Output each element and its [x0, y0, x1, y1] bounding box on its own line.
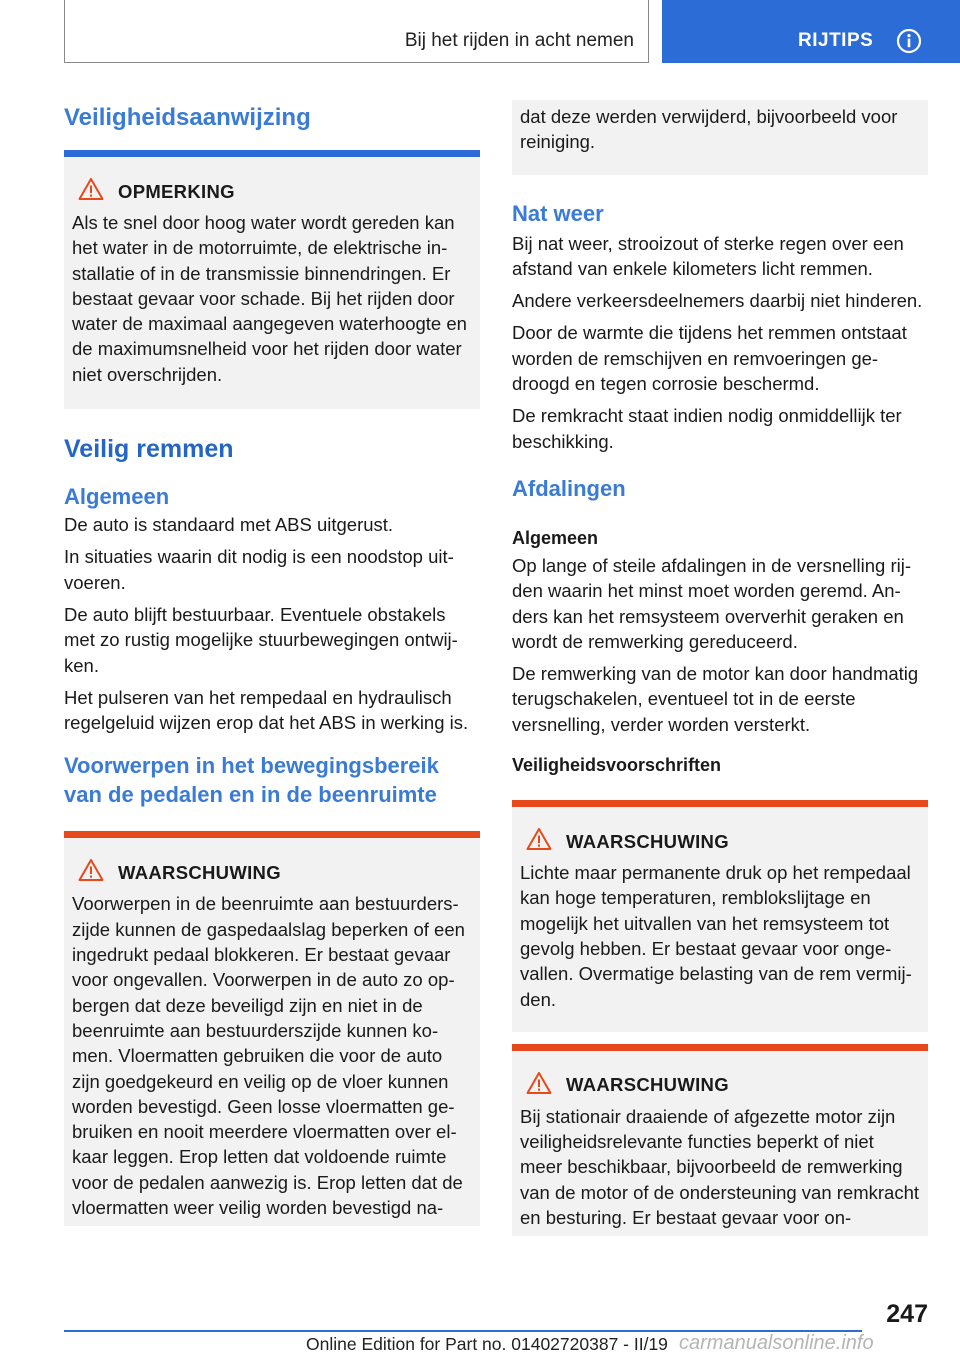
descents-general-title: Algemeen — [512, 527, 599, 548]
info-circle-icon — [896, 28, 922, 59]
warning-label: WAARSCHUWING — [566, 1074, 729, 1096]
footer-edition: Online Edition for Part no. 01402720387 - II/19 — [306, 1334, 668, 1354]
header-tab-label: RIJTIPS — [798, 30, 874, 51]
warning-rule — [512, 1044, 928, 1051]
note-label: OPMERKING — [118, 180, 235, 202]
warning-header — [526, 1071, 920, 1100]
paragraph: Door de warmte die tijdens het remmen ontstaat worden de remschijven en remvoeringen gedroogd en tegen corrosie beschermd. — [512, 322, 907, 395]
paragraph: De remkracht staat indien nodig onmiddellijk ter beschikking. — [512, 405, 902, 452]
warning-rule — [64, 831, 480, 838]
paragraph: Het pulseren van het rempedaal en hydraulisch regelgeluid wijzen erop dat het ABS in werking is. — [64, 686, 469, 734]
warning-continuation-box — [512, 100, 928, 175]
warning-rule — [512, 800, 928, 807]
header-section-box — [64, 0, 649, 63]
paragraph: Bij nat weer, strooizout of sterke regen over een afstand van enkele kilometers licht remmen. — [512, 232, 904, 279]
section-title-brake: Veilig remmen — [64, 435, 234, 464]
note-rule — [64, 150, 480, 157]
warning-label: WAARSCHUWING — [566, 830, 729, 852]
subsection-title-descents: Afdalingen — [512, 475, 626, 501]
page-number: 247 — [886, 1300, 928, 1328]
header-section-title: Bij het rijden in acht nemen — [404, 30, 634, 51]
subsection-title-general: Algemeen — [64, 484, 170, 510]
paragraph: Op lange of steile afdalingen in de versnelling rijden waarin het minst moet worden geremd. Anders kan het remsysteem oververhit geraken en wordt de remwerking gereduceerd. — [512, 554, 912, 652]
warning-header — [78, 858, 472, 887]
subsection-title-wet: Nat weer — [512, 200, 604, 226]
warning-continuation-text: dat deze werden verwijderd, bijvoorbeeld voor reiniging. — [520, 106, 898, 153]
section-title-safety: Veiligheidsaanwijzing — [64, 104, 311, 131]
right-column — [512, 100, 928, 1236]
warning-text: Bij stationair draaiende of afgezette motor zijn veiligheidsrelevante functies beperkt of niet meer beschikbaar, bijvoorbeeld de remwerking van de motor of de ondersteuning van remkracht en besturing. Er bestaat gevaar voor on- — [520, 1105, 920, 1229]
header-tab-rijtips[interactable] — [662, 0, 960, 63]
warning-triangle-icon — [526, 827, 552, 856]
paragraph: De auto is standaard met ABS uitgerust. — [64, 514, 394, 536]
regulations-title: Veiligheidsvoorschriften — [512, 755, 722, 776]
warning-box — [512, 807, 928, 1032]
note-box — [64, 157, 480, 409]
warning-text: Voorwerpen in de beenruimte aan bestuurderszijde kunnen de gaspedaalslag beperken of een ingedrukt pedaal blokkeren. Er bestaat gevaar voor ongevallen. Voorwerpen in de auto zo opbergen dat deze beveiligd zijn en niet in de beenruimte aan bestuurderszijde kunnen komen. Vloermatten gebruiken die voor de auto zijn goedgekeurd en veilig op de vloer kunnen worden bevestigd. Geen losse vloermatten gebruiken en nooit meerdere vloermatten over elkaar leggen. Erop letten dat voldoende ruimte voor de pedalen aanwezig is. Erop letten dat de vloermatten weer veilig worden bevestigd na- — [72, 893, 465, 1219]
warning-triangle-icon — [526, 1071, 552, 1100]
left-column — [64, 100, 480, 1226]
note-header — [78, 177, 472, 206]
warning-text: Lichte maar permanente druk op het rempedaal kan hoge temperaturen, remblokslijtage en mogelijk het uitvallen van het remsysteem tot gevolg hebben. Er bestaat gevaar voor ongevallen. Overmatige belasting van de rem vermijden. — [520, 862, 912, 1010]
warning-triangle-icon — [78, 858, 104, 887]
paragraph: Andere verkeersdeelnemers daarbij niet hinderen. — [512, 290, 923, 312]
caution-triangle-icon — [78, 177, 104, 206]
paragraph: De auto blijft bestuurbaar. Eventuele obstakels met zo rustig mogelijke stuurbewegingen ontwijken. — [64, 603, 458, 676]
warning-header — [526, 827, 920, 856]
warning-box — [64, 838, 480, 1226]
paragraph: De remwerking van de motor kan door handmatig terugschakelen, eventueel tot in de eerste versnelling, verder worden versterkt. — [512, 663, 919, 735]
warning-box — [512, 1051, 928, 1236]
warning-label: WAARSCHUWING — [118, 861, 281, 883]
watermark: carmanualsonline.info — [679, 1332, 874, 1354]
paragraph: In situaties waarin dit nodig is een noodstop uitvoeren. — [64, 546, 454, 593]
note-text: Als te snel door hoog water wordt gereden kan het water in de motorruimte, de elektrische installatie of in de transmissie binnendringen. Er bestaat gevaar voor schade. Bij het rijden door water de maximaal aangegeven waterhoogte en de maximumsnelheid voor het rijden door water niet overschrijden. — [72, 212, 467, 385]
subsection-title-objects: Voorwerpen in het bewegingsbereik van de pedalen en in de beenruimte — [64, 753, 439, 808]
